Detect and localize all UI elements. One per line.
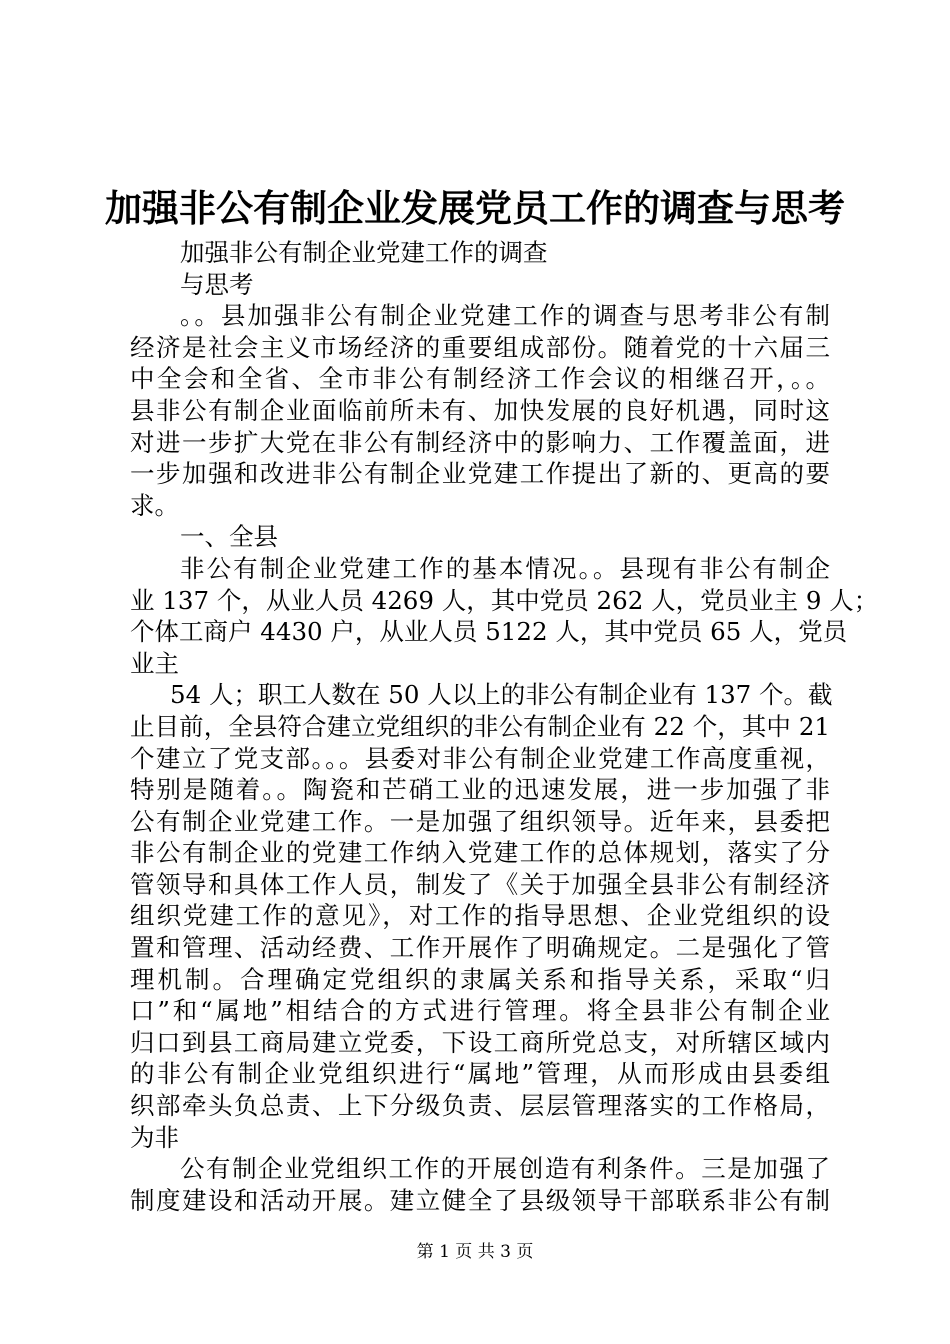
paragraph-line: 特别是随着。。陶瓷和芒硝工业的迅速发展，进一步加强了非: [130, 775, 830, 805]
paragraph-line: 经济是社会主义市场经济的重要组成部份。随着党的十六届三: [130, 332, 830, 362]
paragraph-line: 。。县加强非公有制企业党建工作的调查与思考非公有制: [180, 301, 830, 331]
paragraph-line: 业 137 个，从业人员 4269 人，其中党员 262 人，党员业主 9 人；: [130, 585, 879, 615]
paragraph-line: 为非: [130, 1122, 179, 1152]
paragraph-line: 管领导和具体工作人员，制发了《关于加强全县非公有制经济: [130, 869, 830, 899]
paragraph-line: 中全会和全省、全市非公有制经济工作会议的相继召开，。。: [130, 364, 830, 394]
paragraph-line: 止目前，全县符合建立党组织的非公有制企业有 22 个，其中 21: [130, 711, 830, 741]
paragraph-line: 求。: [130, 490, 179, 520]
paragraph-line: 的非公有制企业党组织进行“属地”管理，从而形成由县委组: [130, 1059, 830, 1089]
section-heading: 一、全县: [180, 522, 278, 552]
paragraph-line: 非公有制企业党建工作的基本情况。。县现有非公有制企: [180, 553, 830, 583]
paragraph-line: 制度建设和活动开展。建立健全了县级领导干部联系非公有制: [130, 1185, 830, 1215]
paragraph-line: 理机制。合理确定党组织的隶属关系和指导关系，采取“归: [130, 964, 830, 994]
paragraph-line: 置和管理、活动经费、工作开展作了明确规定。二是强化了管: [130, 933, 830, 963]
paragraph-line: 业主: [130, 648, 179, 678]
page-title: 加强非公有制企业发展党员工作的调查与思考: [105, 187, 845, 230]
page-number-label: 第 1 页 共 3 页: [416, 1242, 534, 1262]
paragraph-line: 非公有制企业的党建工作纳入党建工作的总体规划，落实了分: [130, 838, 830, 868]
subtitle-line: 加强非公有制企业党建工作的调查: [180, 238, 548, 267]
paragraph-line: 织部牵头负总责、上下分级负责、层层管理落实的工作格局，: [130, 1091, 830, 1121]
paragraph-line: 公有制企业党组织工作的开展创造有利条件。三是加强了: [180, 1154, 830, 1184]
paragraph-line: 54 人；职工人数在 50 人以上的非公有制企业有 137 个。截: [170, 680, 833, 710]
paragraph-line: 个体工商户 4430 户，从业人员 5122 人，其中党员 65 人，党员: [130, 617, 848, 647]
paragraph-line: 组织党建工作的意见》，对工作的指导思想、企业党组织的设: [130, 901, 830, 931]
paragraph-line: 个建立了党支部。。。县委对非公有制企业党建工作高度重视，: [130, 743, 830, 773]
paragraph-line: 公有制企业党建工作。一是加强了组织领导。近年来，县委把: [130, 806, 830, 836]
paragraph-line: 对进一步扩大党在非公有制经济中的影响力、工作覆盖面，进: [130, 427, 830, 457]
paragraph-line: 口”和“属地”相结合的方式进行管理。将全县非公有制企业: [130, 996, 830, 1026]
paragraph-line: 归口到县工商局建立党委，下设工商所党总支，对所辖区域内: [130, 1027, 830, 1057]
page-footer: [0, 1241, 950, 1263]
document-body: [130, 237, 879, 1216]
paragraph-line: 一步加强和改进非公有制企业党建工作提出了新的、更高的要: [130, 459, 830, 489]
paragraph-line: 县非公有制企业面临前所未有、加快发展的良好机遇，同时这: [130, 395, 830, 425]
subtitle-line: 与思考: [180, 269, 254, 299]
